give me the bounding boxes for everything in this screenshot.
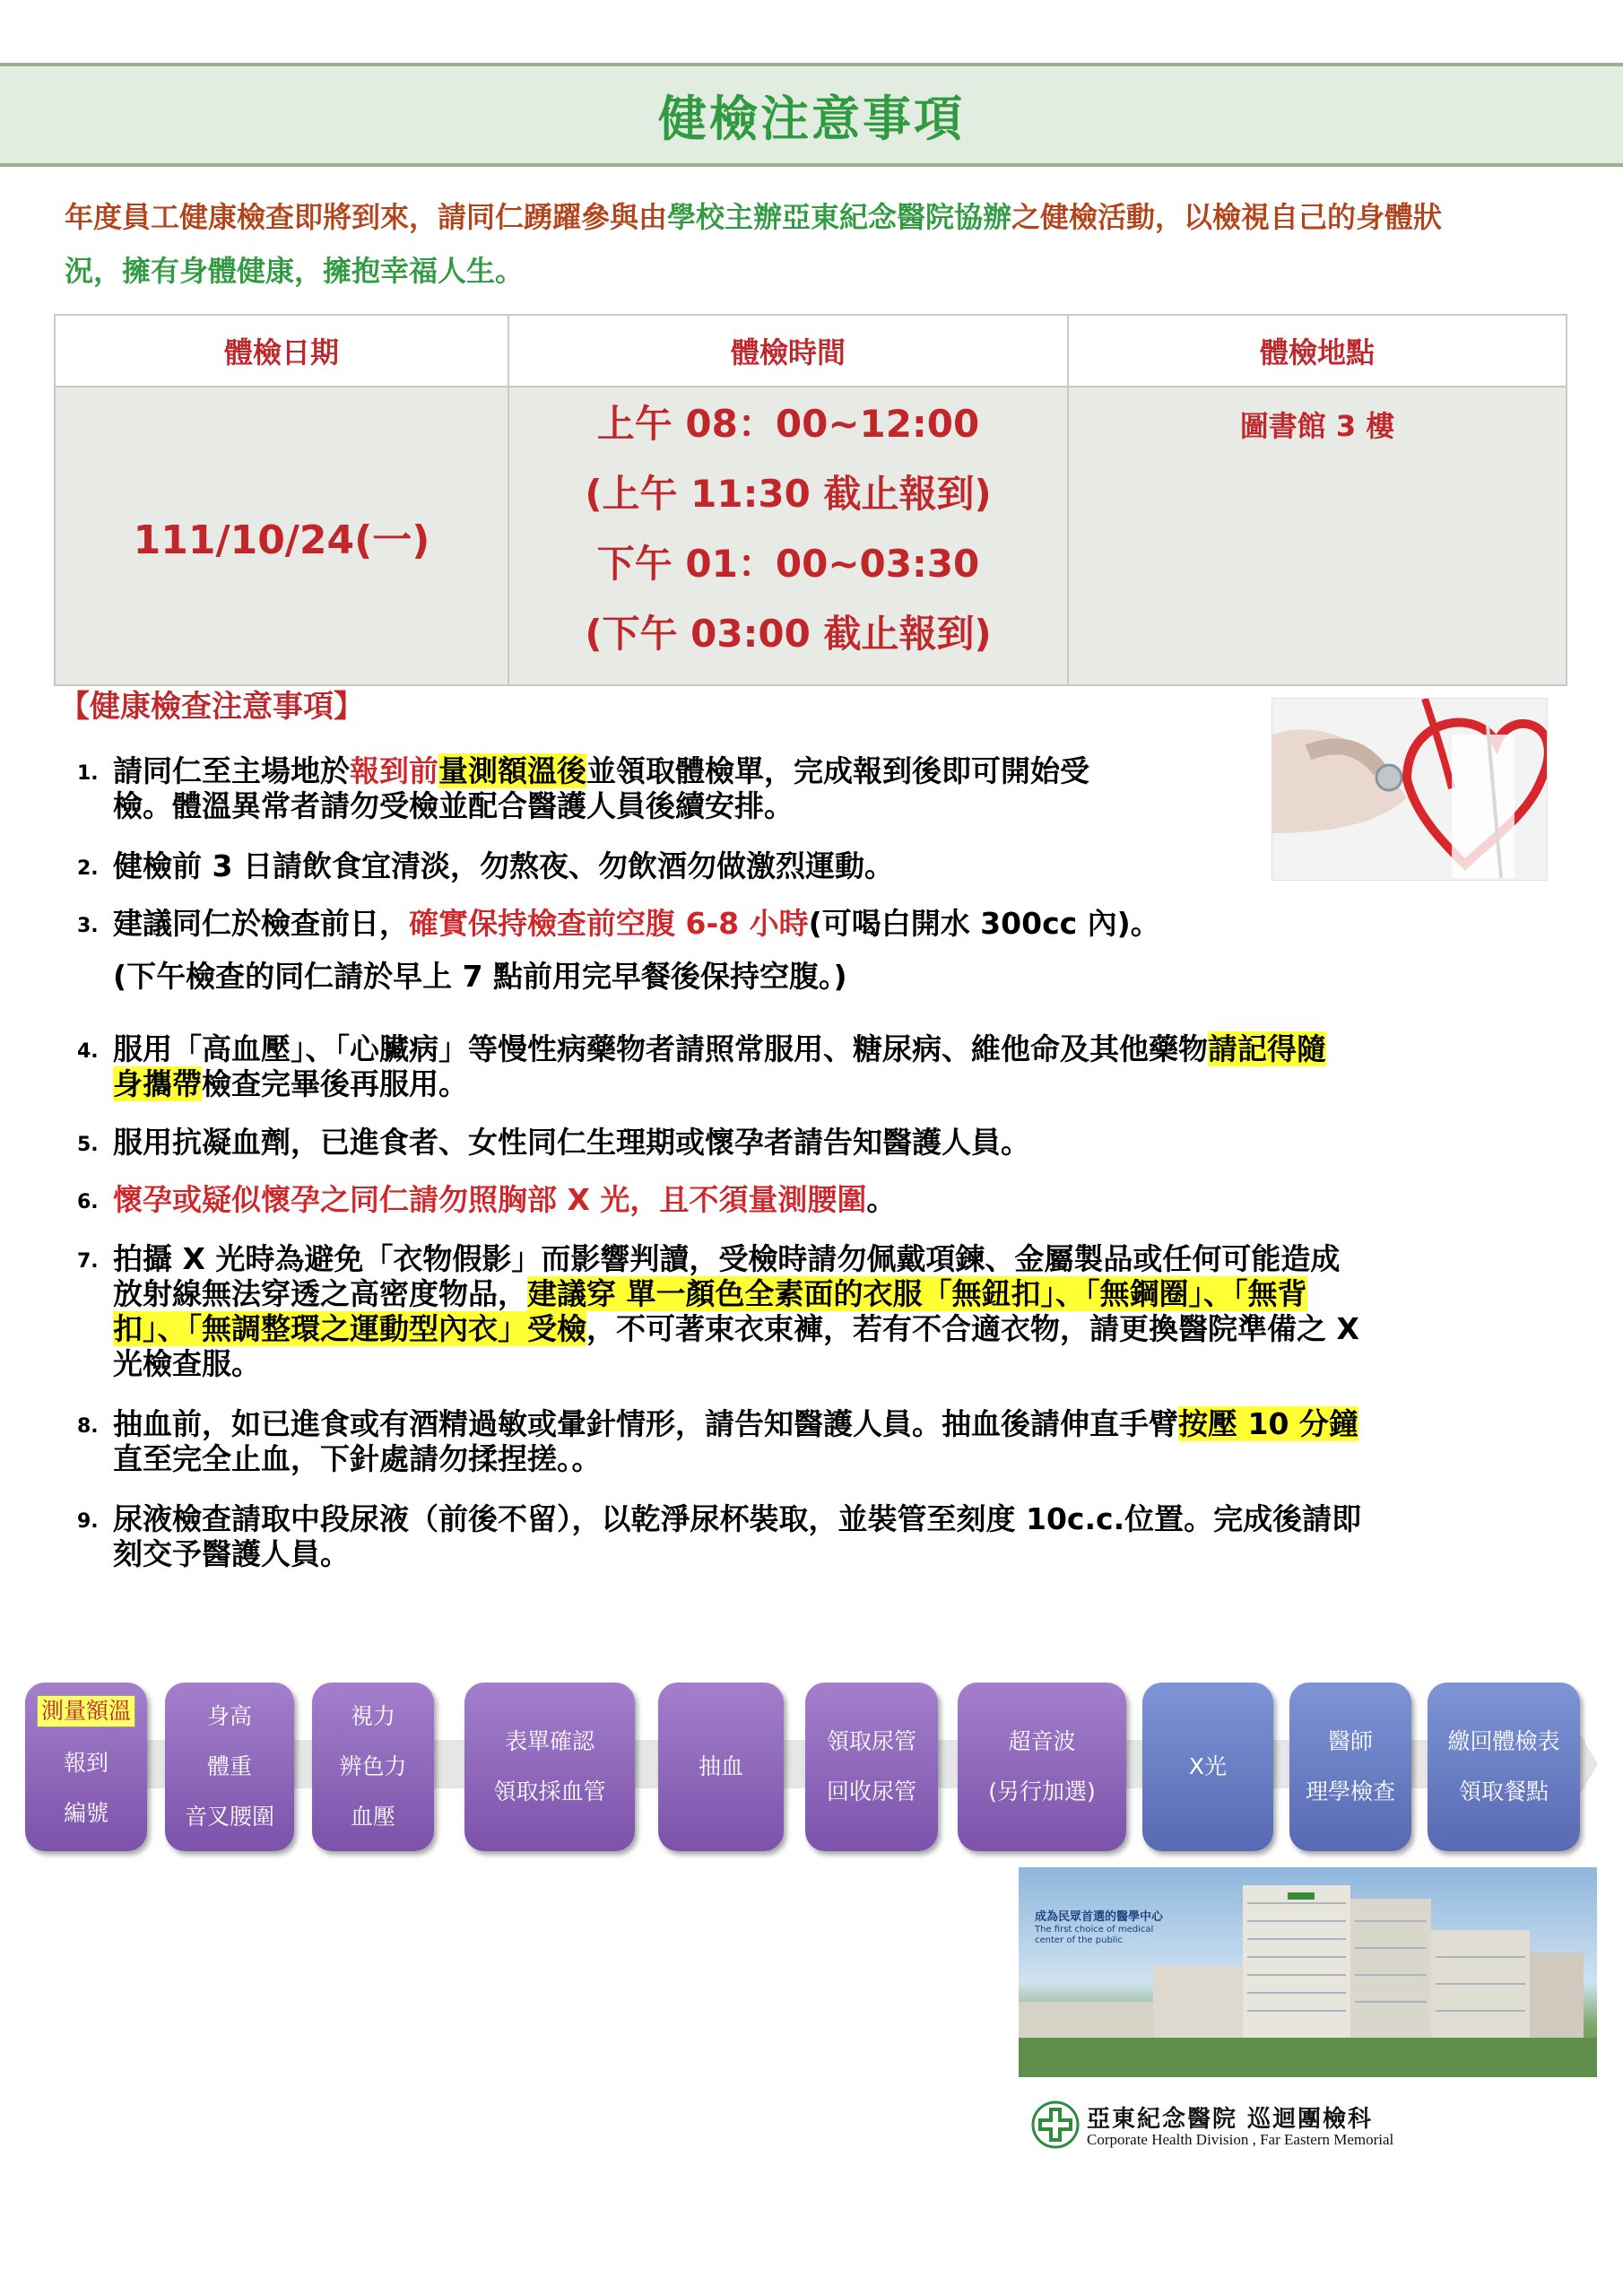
note-1-highlight: 量測額溫後	[438, 753, 586, 788]
note-1-text-d: 並領取體檢單，完成報到後即可開始受	[586, 753, 1089, 788]
note-number: 7.	[77, 1250, 99, 1273]
flow-step-label: (另行加選)	[988, 1779, 1096, 1805]
flow-step-checkin	[25, 1683, 147, 1851]
hospital-caption-en: The first choice of medical center of the public	[1035, 1925, 1154, 1945]
note-3-text-a: 建議同仁於檢查前日，	[113, 906, 409, 941]
flow-step-form-check	[464, 1683, 635, 1851]
hospital-caption-cn: 成為民眾首選的醫學中心	[1035, 1910, 1164, 1924]
title-band	[0, 63, 1623, 167]
note-1-text-e: 檢。體溫異常者請勿受檢並配合醫護人員後續安排。	[113, 788, 794, 823]
note-number: 6.	[77, 1191, 99, 1213]
flow-step-label: 視力	[350, 1703, 395, 1729]
flow-step-ultrasound	[958, 1683, 1126, 1851]
note-text: 服用抗凝血劑，已進食者、女性同仁生理期或懷孕者請告知醫護人員。	[113, 1125, 1030, 1160]
note-4-highlight-1: 請記得隨	[1208, 1031, 1326, 1066]
flow-step-xray	[1142, 1683, 1273, 1851]
flow-step-vision	[312, 1683, 434, 1851]
note-text	[113, 753, 1089, 823]
note-4-text-a: 服用「高血壓」、「心臟病」等慢性病藥物者請照常服用、糖尿病、維他命及其他藥物	[113, 1031, 1208, 1066]
note-1-text-a: 請同仁至主場地於	[113, 753, 350, 788]
note-text	[113, 1182, 896, 1217]
note-number: 9.	[77, 1510, 99, 1533]
flow-step-label: 報到	[63, 1750, 108, 1776]
note-number: 8.	[77, 1415, 99, 1438]
note-number: 1.	[77, 762, 99, 785]
note-7-highlight-2: 扣」、「無調整環之運動型內衣」受檢	[113, 1311, 586, 1346]
footer-name-en: Corporate Health Division , Far Eastern Memorial	[1087, 2131, 1394, 2148]
schedule-place: 圖書館 3 樓	[1068, 387, 1567, 685]
hospital-building-image	[1019, 1867, 1597, 2077]
intro-text-1: 年度員工健康檢查即將到來，請同仁踴躍參與由	[65, 200, 668, 234]
time-morning: 上午 08：00~12:00	[596, 402, 980, 446]
note-8-highlight: 按壓 10 分鐘	[1178, 1406, 1358, 1441]
flow-step-label: 體重	[206, 1753, 252, 1779]
time-afternoon-cutoff: (下午 03:00 截止報到)	[585, 612, 992, 656]
flow-step-blood-draw	[658, 1683, 784, 1851]
schedule-header-row	[55, 315, 1567, 387]
flow-step-label: 表單確認	[504, 1728, 595, 1754]
note-number: 4.	[77, 1040, 99, 1063]
notes-heading: 【健康檢查注意事項】	[59, 689, 364, 725]
flow-step-label: 抽血	[698, 1753, 743, 1779]
note-text	[113, 1406, 1358, 1476]
header-date: 體檢日期	[55, 315, 508, 387]
flow-step-label: 領取餐點	[1458, 1779, 1549, 1805]
flow-step-physical-exam	[1289, 1683, 1411, 1851]
footer-name-cn: 亞東紀念醫院 巡迴團檢科	[1087, 2106, 1374, 2133]
flow-step-label: 身高	[206, 1703, 252, 1729]
schedule-table	[54, 314, 1567, 686]
flow-step-return-form	[1428, 1683, 1580, 1851]
note-4-highlight-2: 身攜帶	[113, 1066, 202, 1101]
note-7-highlight-1: 建議穿 單一顏色全素面的衣服「無鈕扣」、「無鋼圈」、「無背	[527, 1276, 1307, 1311]
note-7-text-f: 光檢查服。	[113, 1346, 261, 1381]
flow-step-label: X光	[1188, 1753, 1228, 1779]
header-place: 體檢地點	[1068, 315, 1567, 387]
note-9-text-b: 刻交予醫護人員。	[113, 1536, 350, 1571]
flow-step-label: 領取尿管	[826, 1728, 916, 1754]
intro-organizer: 學校主辦亞東紀念醫院協辦	[667, 200, 1012, 234]
note-6-text-a: 懷孕或疑似懷孕之同仁請勿照胸部 X 光，且不須量測腰圍	[113, 1182, 867, 1217]
schedule-times	[508, 387, 1068, 685]
flow-step-label: 血壓	[350, 1804, 395, 1830]
flow-step-label: 醫師	[1327, 1728, 1373, 1754]
note-4-text-d: 檢查完畢後再服用。	[202, 1066, 468, 1101]
intro-text-3: 況，擁有身體健康，擁抱幸福人生。	[65, 254, 525, 288]
page-title: 健檢注意事項	[658, 91, 965, 147]
hospital-logo	[1031, 2097, 1462, 2154]
note-9-text-a: 尿液檢查請取中段尿液（前後不留），以乾淨尿杯裝取，並裝管至刻度 10c.c.位置。完成後請即	[113, 1501, 1362, 1536]
header-time: 體檢時間	[508, 315, 1068, 387]
flow-step-label: 辨色力	[339, 1753, 407, 1779]
flow-step-label: 理學檢查	[1305, 1779, 1395, 1805]
note-8-text-c: 直至完全止血，下針處請勿揉捏搓。。	[113, 1441, 602, 1476]
flow-step-body-measure	[165, 1683, 294, 1851]
note-3-text-d: (下午檢查的同仁請於早上 7 點前用完早餐後保持空腹。)	[113, 959, 847, 994]
stethoscope-heart-image	[1271, 698, 1548, 881]
note-text	[113, 906, 1160, 994]
note-3-text-c: (可喝白開水 300cc 內)。	[808, 906, 1160, 941]
note-text: 健檢前 3 日請飲食宜清淡，勿熬夜、勿飲酒勿做激烈運動。	[113, 848, 894, 883]
note-7-text-b: 放射線無法穿透之高密度物品，	[113, 1276, 527, 1311]
flow-step-urine	[805, 1683, 938, 1851]
note-text	[113, 1501, 1361, 1571]
flow-step-label: 編號	[63, 1800, 108, 1826]
note-3-text-b: 確實保持檢查前空腹 6-8 小時	[409, 906, 809, 941]
flow-step-label: 超音波	[1008, 1728, 1076, 1754]
note-text	[113, 1241, 1359, 1381]
intro-text-2: 之健檢活動，以檢視自己的身體狀	[1011, 200, 1443, 234]
note-8-text-a: 抽血前，如已進食或有酒精過敏或暈針情形，請告知醫護人員。抽血後請伸直手臂	[113, 1406, 1178, 1441]
flow-step-label: 測量額溫	[37, 1695, 135, 1727]
note-text	[113, 1031, 1326, 1101]
green-cross-icon	[1031, 2100, 1080, 2149]
time-morning-cutoff: (上午 11:30 截止報到)	[585, 472, 992, 516]
flow-step-label: 繳回體檢表	[1447, 1728, 1560, 1754]
schedule-row	[55, 387, 1567, 685]
note-number: 2.	[77, 857, 99, 880]
time-afternoon: 下午 01：00~03:30	[596, 542, 980, 586]
note-number: 3.	[77, 915, 99, 937]
flow-step-label: 領取採血管	[493, 1779, 606, 1805]
intro-paragraph	[65, 190, 1571, 298]
note-7-text-e: ，不可著束衣束褲，若有不合適衣物，請更換醫院準備之 X	[586, 1311, 1359, 1346]
flow-step-label: 音叉腰圍	[184, 1804, 274, 1830]
note-number: 5.	[77, 1134, 99, 1156]
schedule-date: 111/10/24(一)	[55, 387, 508, 685]
note-6-text-b: 。	[866, 1182, 897, 1217]
flow-step-label: 回收尿管	[826, 1779, 916, 1805]
note-1-text-b: 報到前	[350, 753, 438, 788]
note-7-text-a: 拍攝 X 光時為避免「衣物假影」而影響判讀，受檢時請勿佩戴項鍊、金屬製品或任何可能造成	[113, 1241, 1341, 1276]
